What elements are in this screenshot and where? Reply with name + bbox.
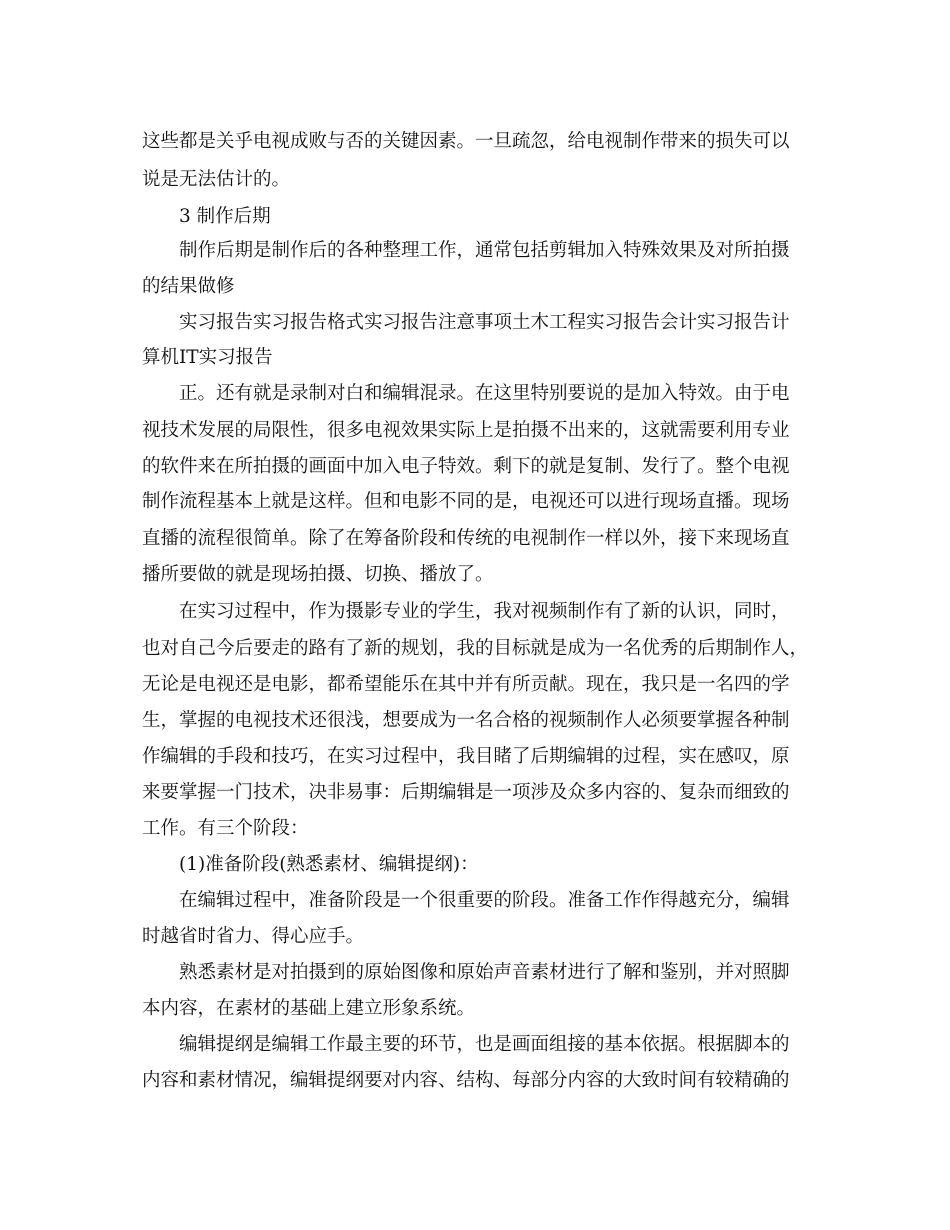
text-line: 时越省时省力、得心应手。 xyxy=(142,926,365,947)
text-line: 本内容，在素材的基础上建立形象系统。 xyxy=(142,998,476,1019)
text-line: 也对自己今后要走的路有了新的规划，我的目标就是成为一名优秀的后期制作人， xyxy=(142,638,809,659)
text-line: 播所要做的就是现场拍摄、切换、播放了。 xyxy=(142,564,494,585)
text-line: 算机IT实习报告 xyxy=(142,347,273,368)
text-line: 直播的流程很简单。除了在筹备阶段和传统的电视制作一样以外，接下来现场直 xyxy=(142,528,790,549)
text-line: 说是无法估计的。 xyxy=(142,169,291,190)
text-line: 无论是电视还是电影，都希望能乐在其中并有所贡献。现在，我只是一名四的学 xyxy=(142,674,790,695)
text-line: 编辑提纲是编辑工作最主要的环节，也是画面组接的基本依据。根据脚本的 xyxy=(179,1034,790,1055)
text-line: 在编辑过程中，准备阶段是一个很重要的阶段。准备工作作得越充分，编辑 xyxy=(179,890,790,911)
text-line: 熟悉素材是对拍摄到的原始图像和原始声音素材进行了解和鉴别，并对照脚 xyxy=(179,962,790,983)
text-line: 制作流程基本上就是这样。但和电影不同的是，电视还可以进行现场直播。现场 xyxy=(142,491,790,512)
text-line: 正。还有就是录制对白和编辑混录。在这里特别要说的是加入特效。由于电 xyxy=(179,383,790,404)
text-line: 生，掌握的电视技术还很浅，想要成为一名合格的视频制作人必须要掌握各种制 xyxy=(142,710,790,731)
text-line: 制作后期是制作后的各种整理工作，通常包括剪辑加入特殊效果及对所拍摄 xyxy=(179,240,790,261)
text-line: 这些都是关乎电视成败与否的关键因素。一旦疏忽，给电视制作带来的损失可以 xyxy=(142,131,790,152)
text-line: 实习报告实习报告格式实习报告注意事项土木工程实习报告会计实习报告计 xyxy=(179,312,790,333)
text-line: 的软件来在所拍摄的画面中加入电子特效。剩下的就是复制、发行了。整个电视 xyxy=(142,456,790,477)
text-line: 工作。有三个阶段： xyxy=(142,818,309,839)
section-heading: 3 制作后期 xyxy=(179,206,271,227)
text-line: 来要掌握一门技术，决非易事：后期编辑是一项涉及众多内容的、复杂而细致的 xyxy=(142,782,790,803)
text-line: 内容和素材情况，编辑提纲要对内容、结构、每部分内容的大致时间有较精确的 xyxy=(142,1070,790,1091)
list-heading: (1)准备阶段(熟悉素材、编辑提纲)： xyxy=(179,854,479,875)
text-line: 视技术发展的局限性，很多电视效果实际上是拍摄不出来的，这就需要利用专业 xyxy=(142,420,790,441)
text-line: 在实习过程中，作为摄影专业的学生，我对视频制作有了新的认识，同时， xyxy=(179,601,790,622)
text-line: 作编辑的手段和技巧，在实习过程中，我目睹了后期编辑的过程，实在感叹，原 xyxy=(142,746,790,767)
text-line: 的结果做修 xyxy=(142,276,235,297)
